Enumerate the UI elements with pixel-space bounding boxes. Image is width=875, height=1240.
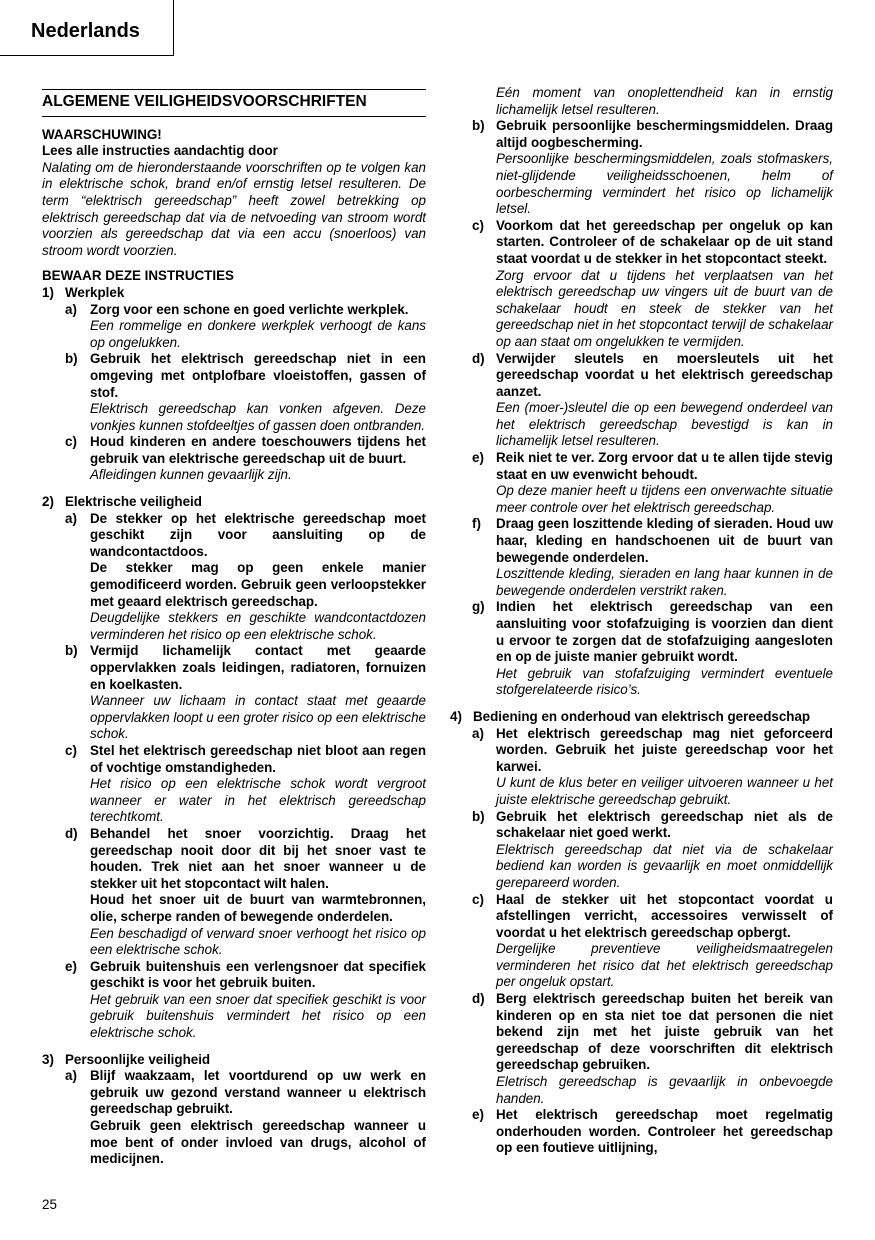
section-1-heading: 1) Werkplek bbox=[42, 284, 125, 300]
list-item: b) Vermijd lichamelijk contact met geaarde oppervlakken zoals leidingen, radiatoren, fornuizen en koelkasten. Wanneer uw lichaam in contact staat met geaarde oppervlakken loopt u een groter risico op een elektrische schok. bbox=[65, 643, 426, 742]
list-item: d) Berg elektrisch gereedschap buiten het bereik van kinderen op en sta niet toe dat personen die niet bekend zijn met het juiste gebruik van het gereedschap of deze voorschriften dit elektrisch gereedschap gebruiken. Eletrisch gereedschap is gevaarlijk in onbevoegde handen. bbox=[472, 991, 833, 1106]
list-item: a) De stekker op het elektrische gereedschap moet geschikt zijn voor aansluiting op de wandcontactdoos. De stekker mag op geen enkele manier gemodificeerd worden. Gebruik geen verloopstekker met geaard elektrisch gereedschap. Deugdelijke stekkers en geschikte wandcontactdozen verminderen het risico op een elektrische schok. bbox=[65, 510, 426, 642]
left-column bbox=[42, 82, 426, 1168]
list-item: d) Verwijder sleutels en moersleutels uit het gereedschap voordat u het elektrisch gereedschap aanzet. Een (moer-)sleutel die op een bewegend onderdeel van het elektrisch gereedschap bevestigd is kan in lichamelijk letsel resulteren. bbox=[472, 350, 833, 449]
right-column bbox=[450, 85, 833, 1157]
section-3-heading: 3) Persoonlijke veiligheid bbox=[42, 1051, 211, 1067]
warning-title: WAARSCHUWING! bbox=[42, 126, 162, 142]
continued-text: Eén moment van onoplettendheid kan in ernstig lichamelijk letsel resulteren. bbox=[496, 85, 833, 117]
list-item: c) Houd kinderen en andere toeschouwers tijdens het gebruik van elektrische gereedschap uit de buurt. Afleidingen kunnen gevaarlijk zijn. bbox=[65, 434, 426, 483]
list-item: a) Blijf waakzaam, let voortdurend op uw werk en gebruik uw gezond verstand wanneer u elektrisch gereedschap gebruikt. Gebruik geen elektrisch gereedschap wanneer u moe bent of onder invloed van drugs, alcohol of medicijnen. bbox=[65, 1068, 426, 1167]
list-item: b) Gebruik het elektrisch gereedschap niet als de schakelaar niet goed werkt. Elektrisch gereedschap dat niet via de schakelaar bediend kan worden is gevaarlijk en moet onmiddellijk gerepareerd worden. bbox=[472, 808, 833, 890]
list-item: a) Zorg voor een schone en goed verlichte werkplek. Een rommelige en donkere werkplek verhoogt de kans op ongelukken. bbox=[65, 301, 426, 350]
list-item: c) Haal de stekker uit het stopcontact voordat u afstellingen verricht, accessoires verwisselt of voordat u het elektrisch gereedschap opbergt. Dergelijke preventieve veiligheidsmaatregelen verminderen het risico dat het elektrisch gereedschap per ongeluk opstart. bbox=[472, 891, 833, 990]
page-number: 25 bbox=[42, 1197, 57, 1212]
list-item: b) Gebruik het elektrisch gereedschap niet in een omgeving met ontplofbare vloeistoffen, gassen of stof. Elektrisch gereedschap kan vonken afgeven. Deze vonkjes kunnen stofdeeltjes of gassen doen ontbranden. bbox=[65, 351, 426, 433]
section-2-heading: 2) Elektrische veiligheid bbox=[42, 494, 202, 510]
warning-text: Nalating om de hieronderstaande voorschriften op te volgen kan in elektrische schok, brand en/of ernstig letsel resulteren. De term “elektrisch gereedschap” heeft zowel betrekking op elektrisch gereedschap dat via de netvoeding van stroom wordt voorzien als gereedschap dat via een accu (snoerloos) van stroom wordt voorzien. bbox=[42, 159, 426, 258]
section-title: ALGEMENE VEILIGHEIDSVOORSCHRIFTEN bbox=[42, 89, 426, 117]
section-4-heading: 4) Bediening en onderhoud van elektrisch gereedschap bbox=[450, 708, 811, 724]
list-item: e) Het elektrisch gereedschap moet regelmatig onderhouden worden. Controleer het gereedschap op een foutieve uitlijning, bbox=[472, 1107, 833, 1156]
list-item: c) Voorkom dat het gereedschap per ongeluk op kan starten. Controleer of de schakelaar op de uit stand staat voordat u de stekker in het stopcontact steekt. Zorg ervoor dat u tijdens het verplaatsen van het elektrisch gereedschap uw vingers uit de buurt van de schakelaar houdt en steek de stekker van het gereedschap niet in het stopcontact terwijl de schakelaar op aan staat om ongelukken te vermijden. bbox=[472, 217, 833, 349]
list-item: d) Behandel het snoer voorzichtig. Draag het gereedschap nooit door dit bij het snoer vast te houden. Trek niet aan het snoer wanneer u de stekker uit het stopcontact wilt halen. Houd het snoer uit de buurt van warmtebronnen, olie, scherpe randen of bewegende onderdelen. Een beschadigd of verward snoer verhoogt het risico op een elektrische schok. bbox=[65, 825, 426, 958]
list-item: c) Stel het elektrisch gereedschap niet bloot aan regen of vochtige omstandigheden. Het risico op een elektrische schok wordt vergroot wanneer er water in het elektrisch gereedschap terechtkomt. bbox=[65, 742, 426, 825]
list-item: e) Gebruik buitenshuis een verlengsnoer dat specifiek geschikt is voor het gebruik buiten. Het gebruik van een snoer dat specifiek geschikt is voor gebruik buitenshuis vermindert het risico op een elektrische schok. bbox=[65, 958, 426, 1041]
list-item: b) Gebruik persoonlijke beschermingsmiddelen. Draag altijd oogbescherming. Persoonlijke beschermingsmiddelen, zoals stofmaskers, niet-glijdende veiligheidsschoenen, helm of oorbescherming vermindert het risico op lichamelijk letsel. bbox=[472, 118, 833, 217]
warning-subtitle: Lees alle instructies aandachtig door bbox=[42, 143, 278, 159]
language-tab bbox=[0, 0, 174, 56]
language-tab-label: Nederlands bbox=[31, 20, 140, 42]
keep-instructions-title: BEWAAR DEZE INSTRUCTIES bbox=[42, 268, 234, 284]
list-item: g) Indien het elektrisch gereedschap van een aansluiting voor stofafzuiging is voorzien dan dient u ervoor te zorgen dat de stofafzuiging aangesloten en op de juiste manier gebruikt wordt. Het gebruik van stofafzuiging vermindert eventuele stofgerelateerde risico’s. bbox=[472, 599, 833, 698]
list-item: f) Draag geen loszittende kleding of sieraden. Houd uw haar, kleding en handschoenen uit de buurt van bewegende onderdelen. Loszittende kleding, sieraden en lang haar kunnen in de bewegende onderdelen verstrikt raken. bbox=[472, 516, 833, 598]
list-item: a) Het elektrisch gereedschap mag niet geforceerd worden. Gebruik het juiste gereedschap voor het karwei. U kunt de klus beter en veiliger uitvoeren wanneer u het juiste elektrische gereedschap gebruikt. bbox=[472, 725, 833, 807]
list-item: e) Reik niet te ver. Zorg ervoor dat u te allen tijde stevig staat en uw evenwicht behoudt. Op deze manier heeft u tijdens een onverwachte situatie meer controle over het elektrisch gereedschap. bbox=[472, 450, 833, 515]
